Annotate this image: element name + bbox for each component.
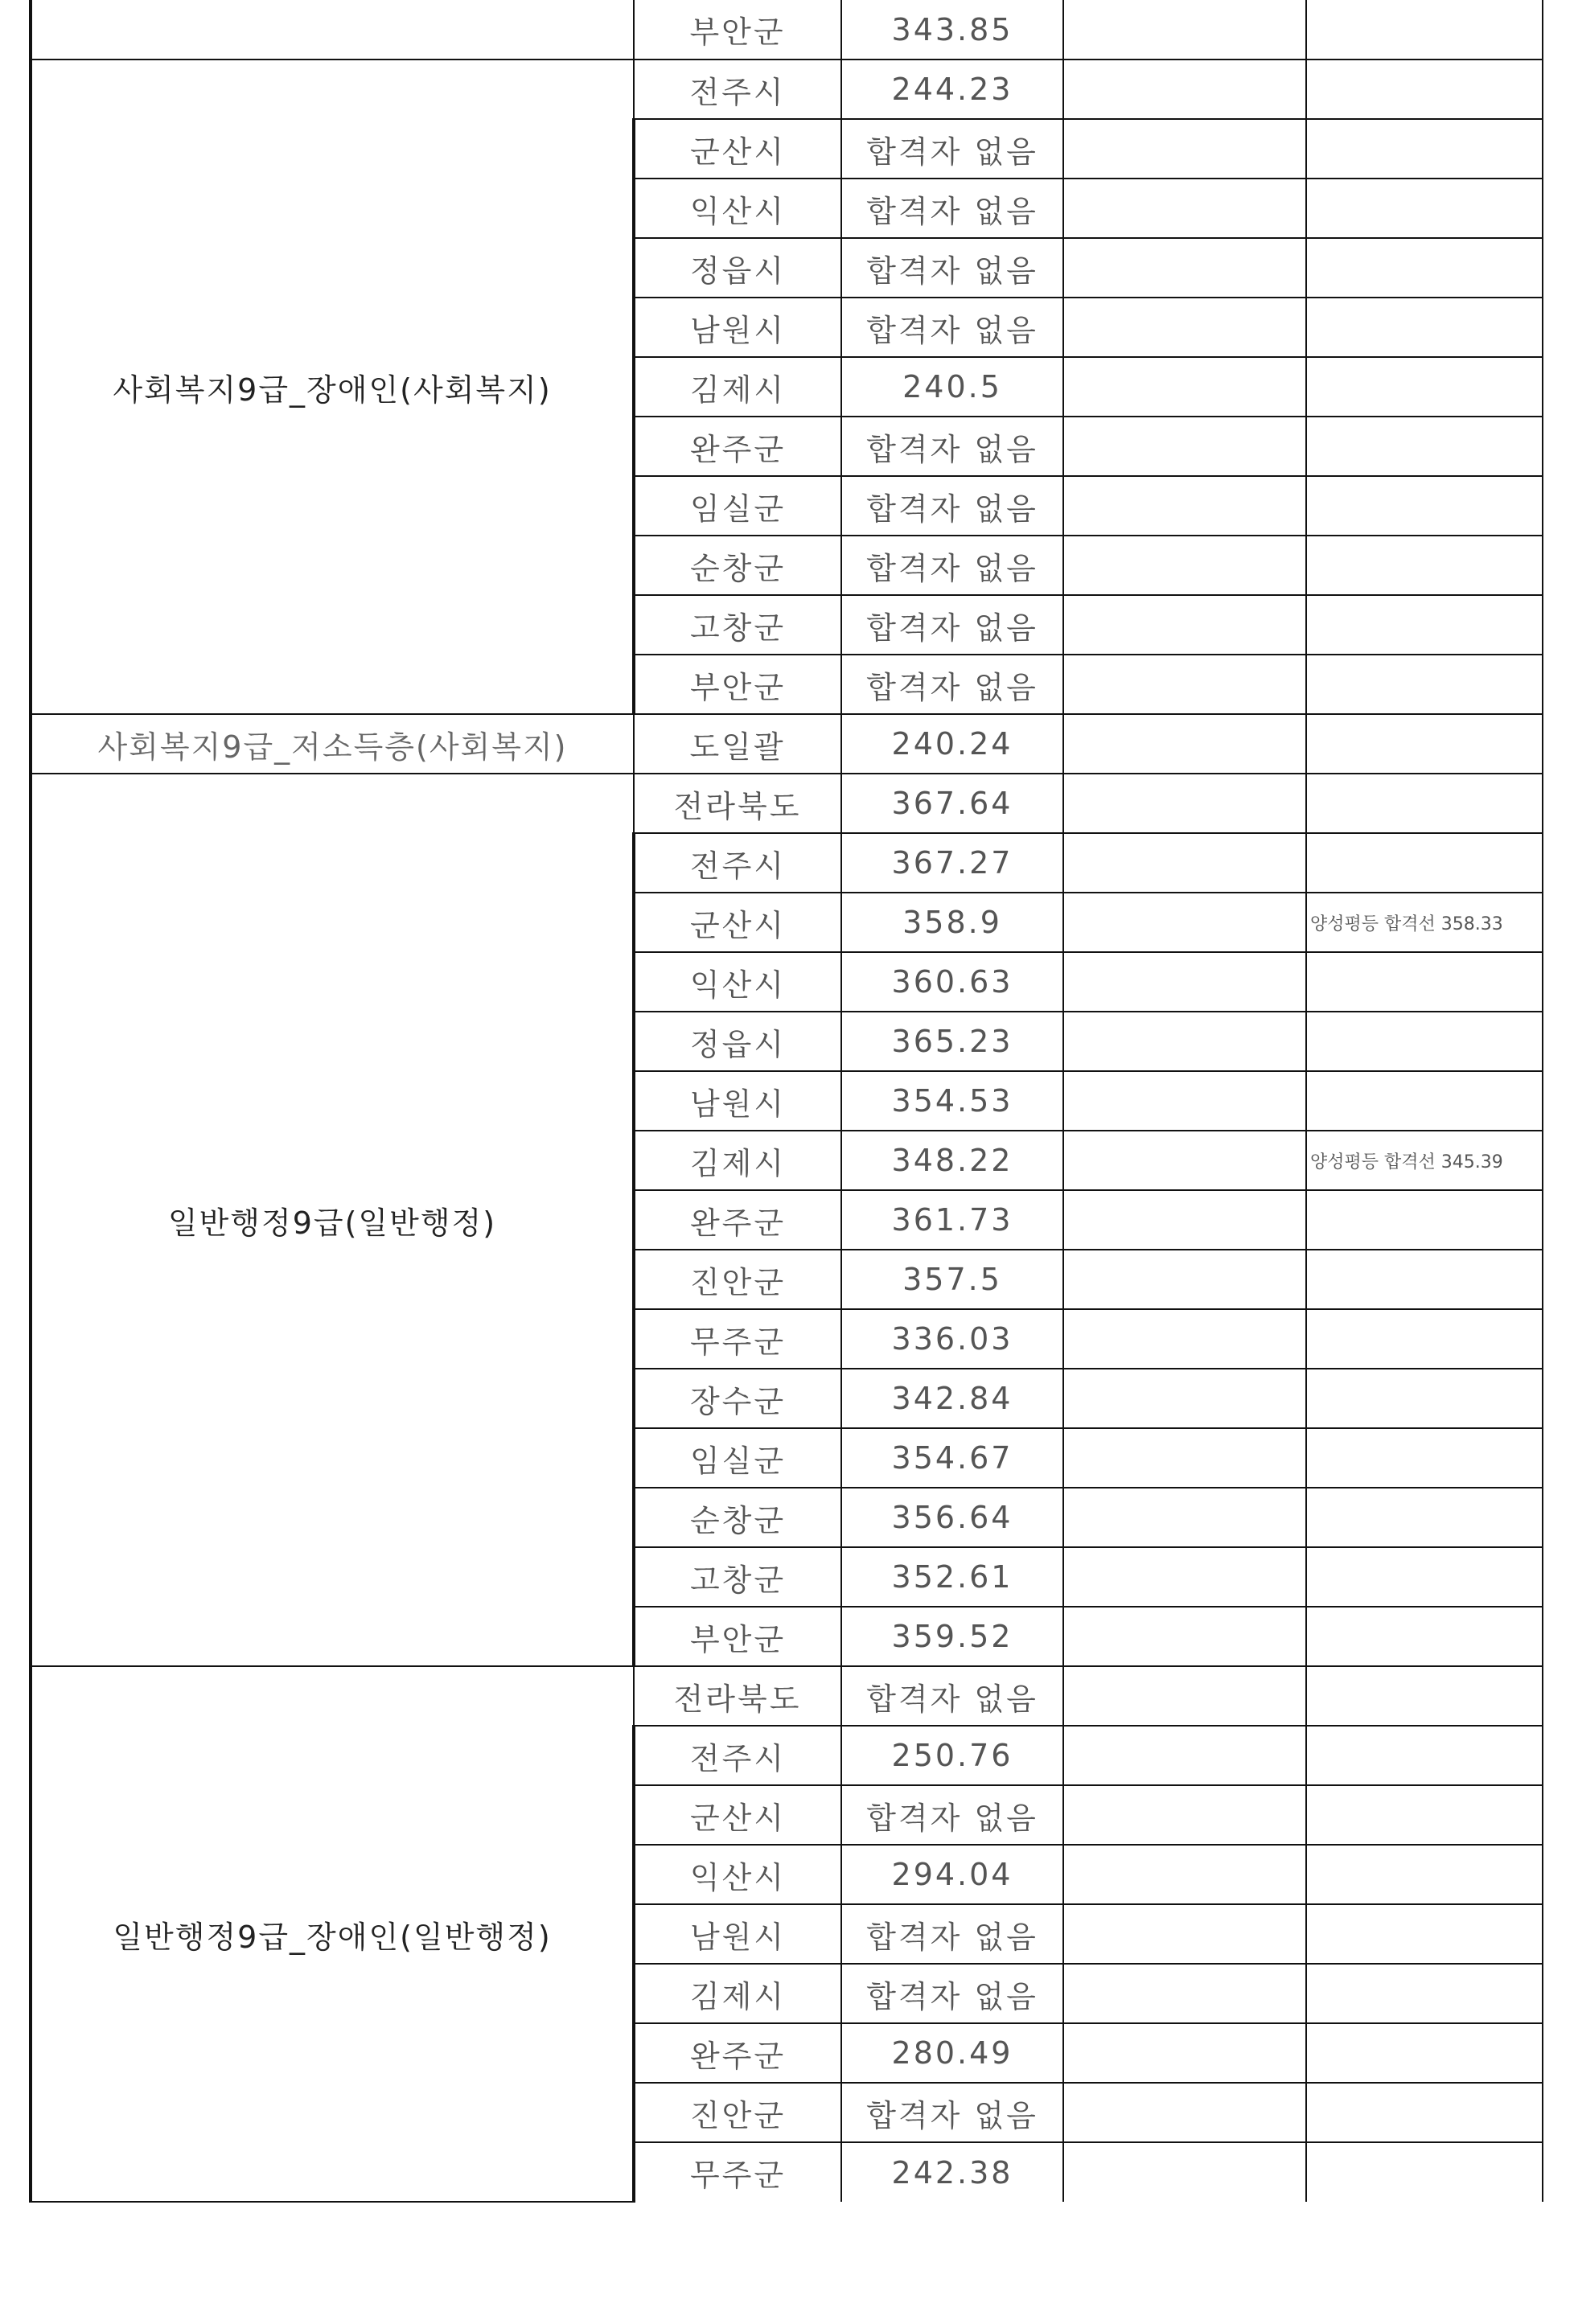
table-row bbox=[31, 1666, 1543, 1726]
note-cell bbox=[1306, 1250, 1543, 1309]
note-cell bbox=[1306, 1369, 1543, 1428]
blank-cell bbox=[1063, 833, 1306, 893]
note-cell bbox=[1306, 1726, 1543, 1785]
note-cell bbox=[1306, 119, 1543, 179]
region-cell: 김제시 bbox=[634, 357, 841, 417]
note-cell bbox=[1306, 1547, 1543, 1607]
note-cell bbox=[1306, 952, 1543, 1012]
score-cell: 합격자 없음 bbox=[841, 1964, 1063, 2023]
category-cell: 일반행정9급(일반행정) bbox=[31, 774, 634, 1666]
region-cell: 진안군 bbox=[634, 2083, 841, 2142]
region-cell: 군산시 bbox=[634, 1785, 841, 1845]
region-cell: 전주시 bbox=[634, 60, 841, 119]
blank-cell bbox=[1063, 595, 1306, 655]
blank-cell bbox=[1063, 1726, 1306, 1785]
blank-cell bbox=[1063, 2083, 1306, 2142]
blank-cell bbox=[1063, 536, 1306, 595]
score-cell: 360.63 bbox=[841, 952, 1063, 1012]
blank-cell bbox=[1063, 1190, 1306, 1250]
score-cell: 354.53 bbox=[841, 1071, 1063, 1131]
note-cell bbox=[1306, 357, 1543, 417]
score-cell: 358.9 bbox=[841, 893, 1063, 952]
score-cell: 342.84 bbox=[841, 1369, 1063, 1428]
region-cell: 임실군 bbox=[634, 476, 841, 536]
note-cell bbox=[1306, 655, 1543, 714]
score-cell: 합격자 없음 bbox=[841, 1785, 1063, 1845]
note-cell bbox=[1306, 1785, 1543, 1845]
region-cell: 부안군 bbox=[634, 655, 841, 714]
blank-cell bbox=[1063, 1785, 1306, 1845]
note-cell bbox=[1306, 1488, 1543, 1547]
region-cell: 남원시 bbox=[634, 1904, 841, 1964]
blank-cell bbox=[1063, 357, 1306, 417]
note-cell bbox=[1306, 179, 1543, 238]
blank-cell bbox=[1063, 655, 1306, 714]
blank-cell bbox=[1063, 179, 1306, 238]
note-cell bbox=[1306, 1428, 1543, 1488]
blank-cell bbox=[1063, 1607, 1306, 1666]
score-cell: 280.49 bbox=[841, 2023, 1063, 2083]
score-cell: 합격자 없음 bbox=[841, 476, 1063, 536]
note-cell: 양성평등 합격선 358.33 bbox=[1306, 893, 1543, 952]
note-cell bbox=[1306, 2083, 1543, 2142]
score-cell: 354.67 bbox=[841, 1428, 1063, 1488]
score-cell: 합격자 없음 bbox=[841, 119, 1063, 179]
region-cell: 순창군 bbox=[634, 536, 841, 595]
blank-cell bbox=[1063, 2142, 1306, 2202]
blank-cell bbox=[1063, 1904, 1306, 1964]
category-cell bbox=[31, 0, 634, 60]
note-cell bbox=[1306, 1666, 1543, 1726]
note-cell bbox=[1306, 60, 1543, 119]
region-cell: 완주군 bbox=[634, 1190, 841, 1250]
blank-cell bbox=[1063, 1369, 1306, 1428]
region-cell: 전라북도 bbox=[634, 774, 841, 833]
score-cell: 합격자 없음 bbox=[841, 238, 1063, 298]
note-cell bbox=[1306, 1964, 1543, 2023]
note-cell bbox=[1306, 1607, 1543, 1666]
region-cell: 남원시 bbox=[634, 1071, 841, 1131]
region-cell: 순창군 bbox=[634, 1488, 841, 1547]
blank-cell bbox=[1063, 417, 1306, 476]
score-cell: 294.04 bbox=[841, 1845, 1063, 1904]
score-cell: 343.85 bbox=[841, 0, 1063, 60]
table-row bbox=[31, 774, 1543, 833]
blank-cell bbox=[1063, 1428, 1306, 1488]
category-cell: 사회복지9급_저소득층(사회복지) bbox=[31, 714, 634, 774]
region-cell: 완주군 bbox=[634, 417, 841, 476]
region-cell: 전주시 bbox=[634, 1726, 841, 1785]
category-cell: 사회복지9급_장애인(사회복지) bbox=[31, 60, 634, 714]
score-cell: 244.23 bbox=[841, 60, 1063, 119]
blank-cell bbox=[1063, 0, 1306, 60]
note-cell bbox=[1306, 1904, 1543, 1964]
region-cell: 부안군 bbox=[634, 0, 841, 60]
note-cell bbox=[1306, 714, 1543, 774]
score-cell: 336.03 bbox=[841, 1309, 1063, 1369]
blank-cell bbox=[1063, 238, 1306, 298]
region-cell: 군산시 bbox=[634, 893, 841, 952]
score-cell: 359.52 bbox=[841, 1607, 1063, 1666]
region-cell: 진안군 bbox=[634, 1250, 841, 1309]
score-cell: 합격자 없음 bbox=[841, 179, 1063, 238]
blank-cell bbox=[1063, 1488, 1306, 1547]
region-cell: 군산시 bbox=[634, 119, 841, 179]
score-cell: 356.64 bbox=[841, 1488, 1063, 1547]
blank-cell bbox=[1063, 60, 1306, 119]
blank-cell bbox=[1063, 2023, 1306, 2083]
score-cell: 361.73 bbox=[841, 1190, 1063, 1250]
score-cell: 367.27 bbox=[841, 833, 1063, 893]
region-cell: 김제시 bbox=[634, 1131, 841, 1190]
score-cell: 352.61 bbox=[841, 1547, 1063, 1607]
note-cell bbox=[1306, 298, 1543, 357]
note-cell bbox=[1306, 774, 1543, 833]
blank-cell bbox=[1063, 1845, 1306, 1904]
score-cell: 합격자 없음 bbox=[841, 298, 1063, 357]
region-cell: 장수군 bbox=[634, 1369, 841, 1428]
region-cell: 도일괄 bbox=[634, 714, 841, 774]
region-cell: 무주군 bbox=[634, 1309, 841, 1369]
note-cell bbox=[1306, 833, 1543, 893]
note-cell bbox=[1306, 238, 1543, 298]
region-cell: 남원시 bbox=[634, 298, 841, 357]
table-row bbox=[31, 60, 1543, 119]
region-cell: 무주군 bbox=[634, 2142, 841, 2202]
table-row bbox=[31, 0, 1543, 60]
blank-cell bbox=[1063, 714, 1306, 774]
region-cell: 김제시 bbox=[634, 1964, 841, 2023]
note-cell bbox=[1306, 1012, 1543, 1071]
blank-cell bbox=[1063, 1547, 1306, 1607]
blank-cell bbox=[1063, 476, 1306, 536]
score-cell: 합격자 없음 bbox=[841, 595, 1063, 655]
note-cell bbox=[1306, 417, 1543, 476]
note-cell bbox=[1306, 0, 1543, 60]
blank-cell bbox=[1063, 1071, 1306, 1131]
blank-cell bbox=[1063, 952, 1306, 1012]
note-cell bbox=[1306, 2142, 1543, 2202]
blank-cell bbox=[1063, 774, 1306, 833]
note-cell bbox=[1306, 1071, 1543, 1131]
score-cell: 367.64 bbox=[841, 774, 1063, 833]
region-cell: 전라북도 bbox=[634, 1666, 841, 1726]
note-cell bbox=[1306, 476, 1543, 536]
score-cell: 250.76 bbox=[841, 1726, 1063, 1785]
region-cell: 전주시 bbox=[634, 833, 841, 893]
score-cell: 합격자 없음 bbox=[841, 417, 1063, 476]
note-cell bbox=[1306, 1845, 1543, 1904]
region-cell: 고창군 bbox=[634, 1547, 841, 1607]
score-cell: 합격자 없음 bbox=[841, 1904, 1063, 1964]
blank-cell bbox=[1063, 1131, 1306, 1190]
score-cell: 합격자 없음 bbox=[841, 2083, 1063, 2142]
region-cell: 완주군 bbox=[634, 2023, 841, 2083]
note-cell: 양성평등 합격선 345.39 bbox=[1306, 1131, 1543, 1190]
blank-cell bbox=[1063, 298, 1306, 357]
blank-cell bbox=[1063, 1309, 1306, 1369]
blank-cell bbox=[1063, 1666, 1306, 1726]
region-cell: 정읍시 bbox=[634, 238, 841, 298]
region-cell: 정읍시 bbox=[634, 1012, 841, 1071]
table-row bbox=[31, 714, 1543, 774]
score-cell: 357.5 bbox=[841, 1250, 1063, 1309]
score-cell: 365.23 bbox=[841, 1012, 1063, 1071]
blank-cell bbox=[1063, 1250, 1306, 1309]
region-cell: 부안군 bbox=[634, 1607, 841, 1666]
region-cell: 임실군 bbox=[634, 1428, 841, 1488]
blank-cell bbox=[1063, 893, 1306, 952]
note-cell bbox=[1306, 1190, 1543, 1250]
note-cell bbox=[1306, 1309, 1543, 1369]
region-cell: 익산시 bbox=[634, 952, 841, 1012]
blank-cell bbox=[1063, 1012, 1306, 1071]
category-cell: 일반행정9급_장애인(일반행정) bbox=[31, 1666, 634, 2202]
score-cell: 240.24 bbox=[841, 714, 1063, 774]
pass-score-table bbox=[29, 0, 1543, 2203]
blank-cell bbox=[1063, 119, 1306, 179]
score-cell: 합격자 없음 bbox=[841, 1666, 1063, 1726]
note-cell bbox=[1306, 2023, 1543, 2083]
note-cell bbox=[1306, 595, 1543, 655]
score-cell: 합격자 없음 bbox=[841, 536, 1063, 595]
score-cell: 242.38 bbox=[841, 2142, 1063, 2202]
score-cell: 합격자 없음 bbox=[841, 655, 1063, 714]
blank-cell bbox=[1063, 1964, 1306, 2023]
region-cell: 고창군 bbox=[634, 595, 841, 655]
region-cell: 익산시 bbox=[634, 1845, 841, 1904]
region-cell: 익산시 bbox=[634, 179, 841, 238]
note-cell bbox=[1306, 536, 1543, 595]
score-cell: 348.22 bbox=[841, 1131, 1063, 1190]
score-cell: 240.5 bbox=[841, 357, 1063, 417]
